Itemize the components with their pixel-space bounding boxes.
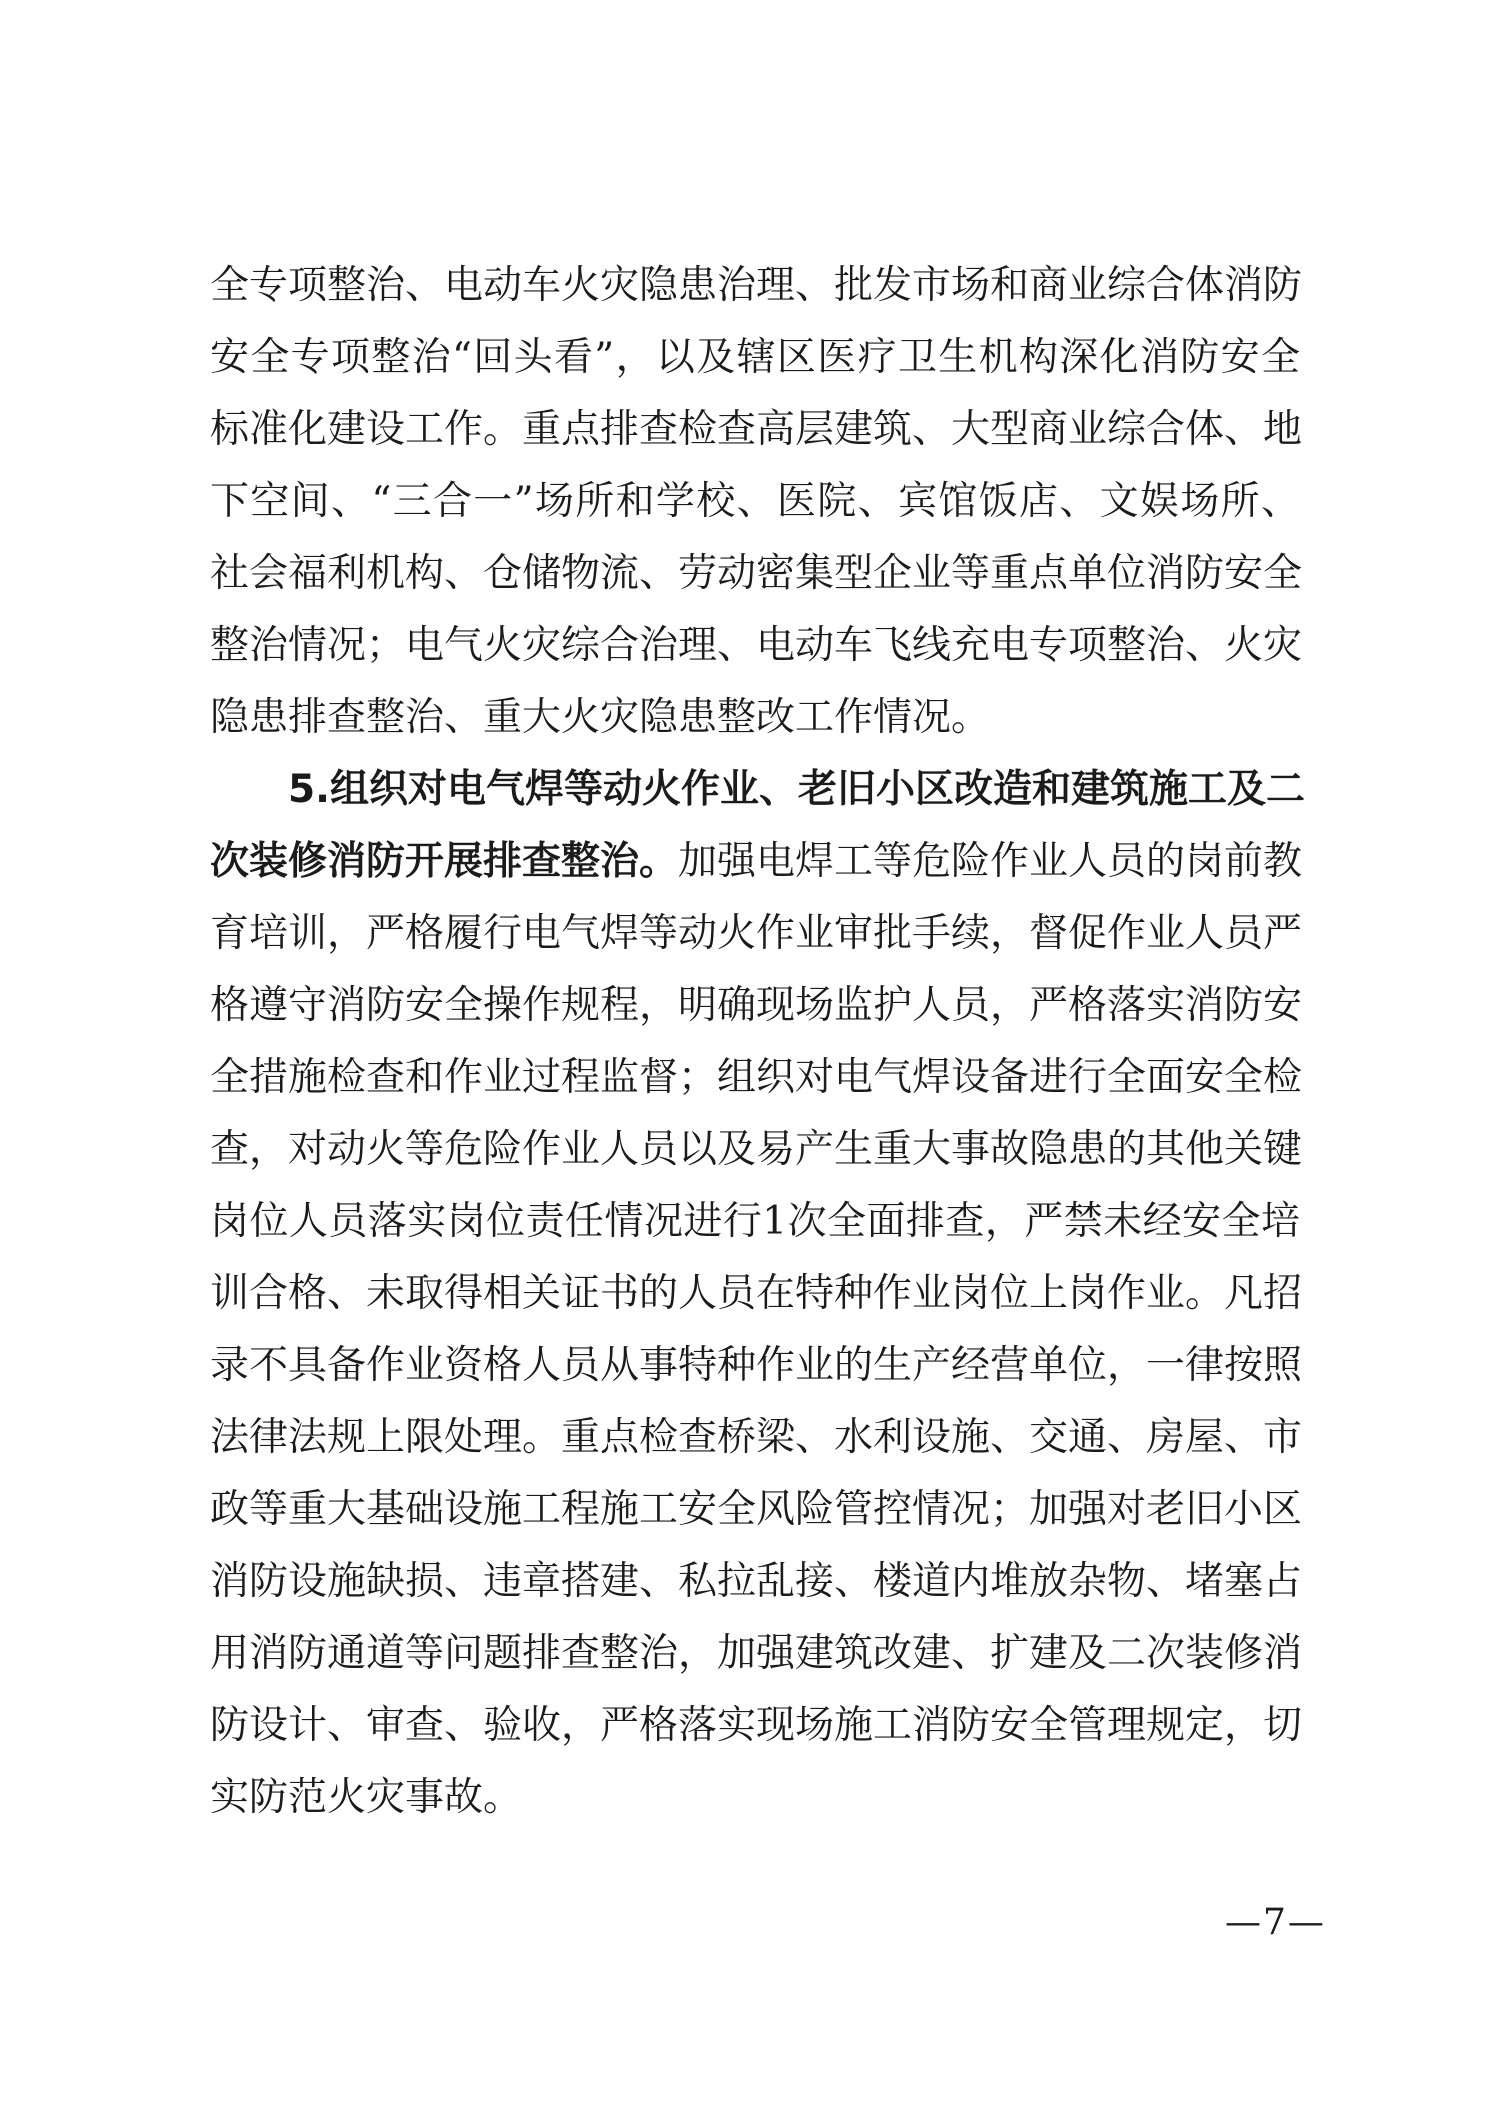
section-heading: 5.组织对电气焊等动火作业、老旧小区改造和建筑施工及二: [288, 767, 1305, 812]
text-line: 育培训，严格履行电气焊等动火作业审批手续，督促作业人员严: [210, 911, 1303, 956]
text-line: [210, 826, 1303, 898]
text-line: 政等重大基础设施工程施工安全风险管控情况；加强对老旧小区: [210, 1487, 1303, 1532]
text-line: 消防设施缺损、违章搭建、私拉乱接、楼道内堆放杂物、堵塞占: [210, 1559, 1303, 1604]
text-line: 防设计、审查、验收，严格落实现场施工消防安全管理规定，切: [210, 1703, 1303, 1748]
text-line: 查，对动火等危险作业人员以及易产生重大事故隐患的其他关键: [210, 1127, 1303, 1172]
text-span: 加强电焊工等危险作业人员的岗前教: [678, 839, 1303, 884]
text-line: 训合格、未取得相关证书的人员在特种作业岗位上岗作业。凡招: [210, 1271, 1303, 1316]
text-line: 隐患排查整治、重大火灾隐患整改工作情况。: [210, 695, 991, 740]
text-line: 实防范火灾事故。: [210, 1775, 523, 1820]
text-line: 格遵守消防安全操作规程，明确现场监护人员，严格落实消防安: [210, 983, 1303, 1028]
text-line: 社会福利机构、仓储物流、劳动密集型企业等重点单位消防安全: [210, 551, 1303, 596]
text-line: 安全专项整治“回头看”，以及辖区医疗卫生机构深化消防安全: [210, 335, 1300, 380]
page-number: —7—: [1225, 1902, 1326, 1943]
text-line: 全措施检查和作业过程监督；组织对电气焊设备进行全面安全检: [210, 1055, 1303, 1100]
text-line: 录不具备作业资格人员从事特种作业的生产经营单位，一律按照: [210, 1343, 1303, 1388]
text-line: 全专项整治、电动车火灾隐患治理、批发市场和商业综合体消防: [210, 263, 1303, 308]
text-line: 法律法规上限处理。重点检查桥梁、水利设施、交通、房屋、市: [210, 1415, 1303, 1460]
text-line: 用消防通道等问题排查整治，加强建筑改建、扩建及二次装修消: [210, 1631, 1303, 1676]
text-line: 岗位人员落实岗位责任情况进行1次全面排查，严禁未经安全培: [210, 1199, 1300, 1244]
section-heading-continued: 次装修消防开展排查整治。: [210, 839, 679, 884]
text-line: 标准化建设工作。重点排查检查高层建筑、大型商业综合体、地: [210, 407, 1303, 452]
text-line: 整治情况；电气火灾综合治理、电动车飞线充电专项整治、火灾: [210, 623, 1303, 668]
text-line: 下空间、“三合一”场所和学校、医院、宾馆饭店、文娱场所、: [210, 479, 1300, 524]
document-body: [210, 250, 1305, 1834]
section-heading-line: [210, 754, 1305, 826]
